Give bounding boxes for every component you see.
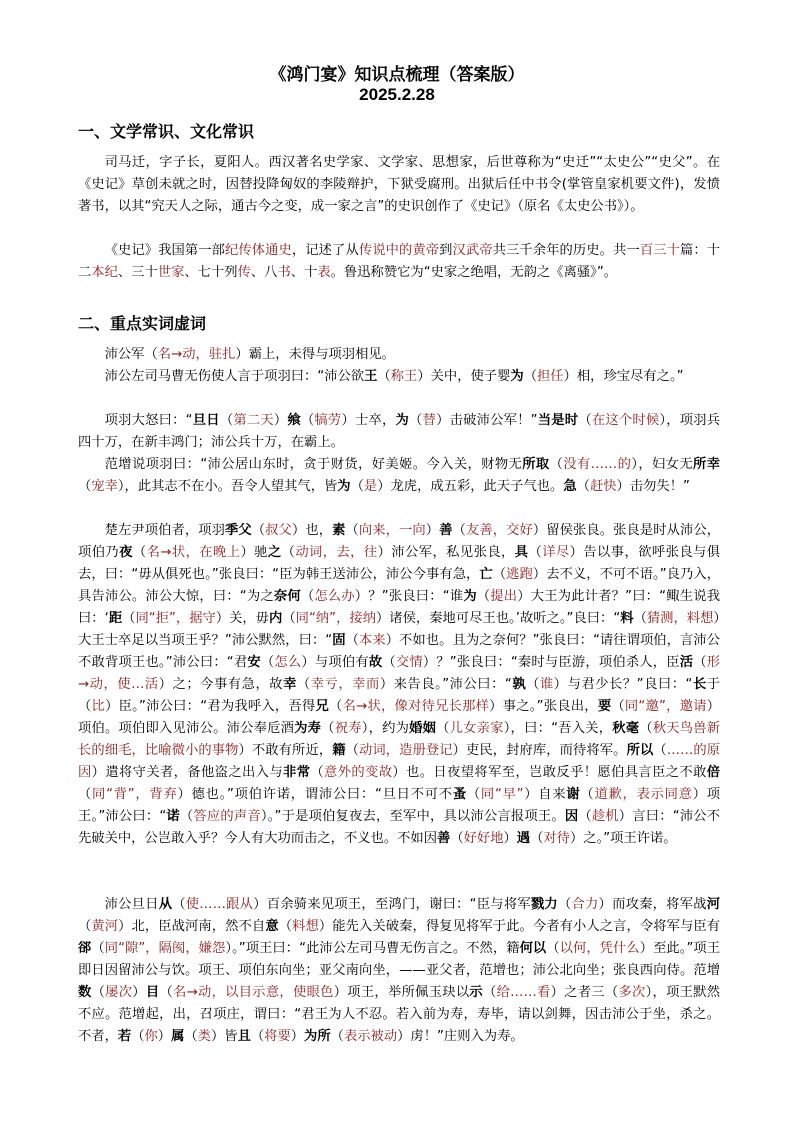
body-text: （ (409, 413, 423, 428)
body-text: ）至此。”项王即日因留沛公与饮。项王、项伯东向坐；亚父南向坐，——亚父者，范增也；沛公北向坐；张良西向侍。范增 (78, 941, 721, 978)
annotation-text: 称王 (390, 369, 418, 384)
annotation-text: 对待 (543, 831, 570, 846)
body-text: ）事之。”张良出， (489, 699, 598, 714)
key-term: 河 (706, 897, 721, 912)
body-text: （ (91, 985, 106, 1000)
body-text: ）告以事，欲呼张良与俱去，曰：“毋从俱死也。”张良曰：“臣为韩王送沛公，沛公今事有急， (78, 545, 721, 582)
key-term: 且 (237, 1029, 251, 1044)
paragraph-vocab-6 (78, 894, 720, 1048)
annotation-text: 猜测，料想 (646, 611, 714, 626)
body-text: 范增说项羽曰：“沛公居山东时，贪于财货，好美姬。今入关，财物无 (104, 457, 523, 472)
body-text: 沛公军（ (104, 347, 158, 362)
key-term: 具 (514, 545, 529, 560)
annotation-text: 黄河 (91, 919, 119, 934)
key-term: 诺 (166, 809, 180, 824)
key-term: 为所 (304, 1029, 331, 1044)
body-text: （ (78, 479, 92, 494)
key-term: 为寿 (294, 721, 322, 736)
annotation-text: 类 (197, 1029, 211, 1044)
key-term: 所以 (626, 743, 654, 758)
key-term: 安 (247, 655, 261, 670)
body-text: ）来告良。”沛公曰：“ (379, 677, 512, 692)
body-text: ）言曰：“沛公不先破关中，公岂敢入乎？今人有大功而击之，不义也。不如因 (78, 809, 721, 846)
annotation-text: 名→动，以目示意，使眼色 (173, 985, 334, 1000)
body-text: ） (290, 1029, 305, 1044)
key-term: 之 (267, 545, 282, 560)
key-term: 夜 (119, 545, 133, 560)
annotation-text: 宠幸 (91, 479, 118, 494)
body-text: ） (273, 413, 288, 428)
body-text: （ (549, 457, 564, 472)
body-text: （ (282, 611, 296, 626)
body-text: ）与君少长？”良曰：“ (553, 677, 693, 692)
body-text: （ (492, 567, 507, 582)
annotation-text: 逃跑 (506, 567, 533, 582)
body-text: ）不敢有所近， (238, 743, 333, 758)
key-term: 戮力 (530, 897, 558, 912)
body-text: （ (310, 765, 325, 780)
annotation-text: 怎么 (274, 655, 302, 670)
key-term: 为 (510, 369, 524, 384)
annotation-text: 友善，交好 (465, 523, 533, 538)
body-text: （ (436, 721, 450, 736)
body-text: ）驰 (240, 545, 268, 560)
body-text: ）？”张良曰：“谁 (354, 589, 464, 604)
body-text: （ (546, 941, 560, 956)
body-text: （ (260, 655, 275, 670)
body-text: （ (377, 369, 391, 384)
key-term: 内 (269, 611, 283, 626)
body-text: ）？”张良曰：“秦时与臣游，项伯杀人，臣 (422, 655, 680, 670)
body-text: （ (526, 677, 540, 692)
body-text: （ (330, 1029, 344, 1044)
body-text: ，记述了从 (291, 243, 359, 258)
body-text: ）诸侯，秦地可尽王也。’故听之。”良曰：“ (376, 611, 621, 626)
key-term: 蚤 (452, 787, 467, 802)
annotation-text: 名→动，驻扎 (157, 347, 236, 362)
body-text: 、三十 (117, 265, 158, 280)
body-text: ）北，臣战河南，然不自 (118, 919, 266, 934)
body-text: ）皆 (210, 1029, 238, 1044)
paragraph-vocab-1 (78, 344, 720, 366)
body-text: 《史记》我国第一部 (104, 243, 226, 258)
annotation-text: 动词，去，往 (295, 545, 378, 560)
body-text: ）也， (291, 523, 333, 538)
body-text: ） (503, 831, 517, 846)
annotation-text: 书 (277, 265, 291, 280)
body-text: ）。”于是项伯复夜去，至军中，具以沛公言报项王。 (260, 809, 565, 824)
annotation-text: 好好地 (463, 831, 504, 846)
body-text: （ (91, 941, 105, 956)
body-text: ）大王士卒足以当项王乎？”沛公默然，曰：“ (78, 611, 721, 648)
annotation-text: 名→状，像对待兄长那样 (342, 699, 490, 714)
key-term: 奈何 (273, 589, 301, 604)
body-text: （ (466, 787, 481, 802)
body-text: ）不如也。且为之奈何？”张良曰：“请往谓项伯，言沛公不敢背项王也。”沛公曰：“君 (78, 633, 721, 670)
paragraph-sima-qian (78, 152, 720, 218)
body-text: ），项王默然不应。范增起，出，召项庄，谓曰：“君王为人不忍。若入前为寿，寿毕，请以剑舞，因击沛公于坐，杀之。不者， (78, 985, 721, 1044)
body-text: ）吏民，封府库，而待将军。 (452, 743, 627, 758)
annotation-text: 百三十 (639, 243, 680, 258)
annotation-text: 趁机 (591, 809, 619, 824)
key-term: 示 (469, 985, 483, 1000)
body-text: 沛公旦日 (104, 897, 159, 912)
key-term: 为 (463, 589, 477, 604)
annotation-text: 第二天 (233, 413, 274, 428)
paragraph-vocab-4 (78, 454, 720, 498)
annotation-text: 祝寿 (334, 721, 362, 736)
annotation-text: 谁 (539, 677, 554, 692)
paragraph-vocab-5 (78, 520, 720, 850)
annotation-text: 给……看 (496, 985, 551, 1000)
document-title: 《鸿门宴》知识点梳理（答案版） (269, 65, 525, 85)
annotation-text: 在这个时候 (591, 413, 660, 428)
body-text: ）臣。”沛公曰：“君为我呼入，吾得 (105, 699, 316, 714)
key-term: 孰 (511, 677, 527, 692)
annotation-text: 同“邀”，邀请 (624, 699, 707, 714)
annotation-text: 幸亏，幸而 (310, 677, 380, 692)
body-text: ）而攻秦，将军战 (598, 897, 707, 912)
body-text: （ (251, 523, 266, 538)
body-text: （ (611, 699, 625, 714)
body-text: ），约为 (361, 721, 410, 736)
body-text: （ (345, 523, 359, 538)
body-text: （ (578, 809, 592, 824)
annotation-text: 答应的声音 (193, 809, 261, 824)
body-text: （ (159, 985, 174, 1000)
key-term: 倍 (706, 765, 721, 780)
body-text: ） (132, 985, 146, 1000)
annotation-text: 没有……的 (563, 457, 632, 472)
body-text: ）能先入关破秦，得复见将军于此。今者有小人之言，令将军与臣有 (318, 919, 721, 934)
annotation-text: 以何，凭什么 (559, 941, 640, 956)
key-term: 飨 (287, 413, 301, 428)
body-text: （ (179, 809, 194, 824)
body-text: ）自来 (523, 787, 567, 802)
body-text: 、十 (290, 265, 318, 280)
key-term: 为 (337, 479, 351, 494)
annotation-text: 合力 (571, 897, 599, 912)
body-text: （ (132, 545, 147, 560)
key-term: 善 (439, 523, 453, 538)
body-text: ）遣将守关者，备他盗之出入与 (91, 765, 284, 780)
key-term: 谢 (566, 787, 581, 802)
key-term: 遇 (516, 831, 531, 846)
body-text: ）之者三（ (550, 985, 619, 1000)
annotation-text: 提出 (490, 589, 518, 604)
body-text: ）击破沛公军！” (436, 413, 538, 428)
body-text: （ (382, 655, 396, 670)
key-term: 善 (437, 831, 451, 846)
body-text: ）之；今事有急，故 (158, 677, 284, 692)
annotation-text: 多次 (618, 985, 646, 1000)
annotation-text: 本纪 (91, 265, 118, 280)
annotation-text: 详尽 (542, 545, 570, 560)
key-term: 所幸 (693, 457, 721, 472)
annotation-text: 世家 (157, 265, 185, 280)
body-text: ）沛公军，私见张良， (377, 545, 515, 560)
key-term: 籍 (332, 743, 346, 758)
body-text: ）与项伯有 (301, 655, 369, 670)
key-term: 急 (563, 479, 577, 494)
section-heading-vocabulary: 二、重点实词虚词 (78, 314, 207, 333)
body-text: （ (329, 699, 343, 714)
key-term: 若 (117, 1029, 132, 1044)
key-term: 距 (108, 611, 123, 626)
annotation-text: 交情 (395, 655, 423, 670)
key-term: 故 (368, 655, 383, 670)
annotation-text: 汉武帝 (452, 243, 493, 258)
body-text: （ (483, 985, 497, 1000)
body-text: 共三千余年的历史。共一 (492, 243, 640, 258)
annotation-text: 同“早” (480, 787, 524, 802)
annotation-text: 同“拒”，据守 (135, 611, 216, 626)
paragraph-vocab-2 (78, 366, 720, 388)
annotation-text: 担任 (536, 369, 564, 384)
key-term: 郤 (78, 941, 92, 956)
annotation-text: 道歉，表示同意 (594, 787, 693, 802)
key-term: 所取 (522, 457, 550, 472)
body-text: 、七十列 (184, 265, 238, 280)
annotation-text: 是 (363, 479, 378, 494)
body-text: ）相，珍宝尽有之。” (563, 369, 684, 384)
body-text: （ (300, 589, 315, 604)
body-text: （ (300, 413, 315, 428)
body-text: 到 (439, 243, 453, 258)
key-term: 季父 (225, 523, 252, 538)
body-text: ）也。日夜望将军至，岂敢反乎！愿伯具言臣之不敢 (392, 765, 707, 780)
annotation-text: 比 (91, 699, 106, 714)
section-heading-literature: 一、文学常识、文化常识 (78, 122, 255, 141)
key-term: 秋毫 (612, 721, 640, 736)
key-term: 婚姻 (409, 721, 437, 736)
document-date: 2025.2.28 (359, 85, 435, 104)
body-text: ）龙虎，成五彩，此天子气也。 (377, 479, 564, 494)
key-term: 旦日 (192, 413, 220, 428)
annotation-text: 怎么办 (314, 589, 355, 604)
body-text: 项羽大怒曰：“ (104, 413, 193, 428)
key-term: 亡 (479, 567, 493, 582)
body-text: ）去不义，不可不语。”良乃入，具告沛公。沛公大惊，曰：“为之 (78, 567, 721, 604)
body-text: （ (530, 831, 544, 846)
body-text: 楚左尹项伯者，项羽 (104, 523, 226, 538)
body-text: （ (184, 1029, 198, 1044)
body-text: ）百余骑来见项王，至鸿门，谢曰：“臣与将军 (253, 897, 531, 912)
body-text: ）击勿失！” (616, 479, 690, 494)
key-term: 非常 (283, 765, 311, 780)
annotation-text: 表示被动 (343, 1029, 398, 1044)
key-term: 活 (679, 655, 694, 670)
annotation-text: ……的原因 (78, 743, 721, 780)
body-text: 沛公左司马曹无伤使人言于项羽曰：“沛公欲 (104, 369, 365, 384)
body-text: ）关中，使子婴 (417, 369, 511, 384)
body-text: （ (578, 413, 592, 428)
body-text: 司马迁，字子长，夏阳人。西汉著名史学家、文学家、思想家，后世尊称为“史迁”“太史公”“史父”。在《史记》草创未就之时，因替投降匈奴的李陵辩护，下狱受腐刑。出狱后任中书令(掌管皇家机要文件)，发愤著书，以其“究天人之际，通古今之变，成一家之言”的史识创作了《史记》（原名《太史公书》）。 (78, 155, 720, 214)
key-term: 固 (332, 633, 346, 648)
body-text: （ (633, 611, 647, 626)
body-text: （ (281, 545, 296, 560)
key-term: 兄 (315, 699, 330, 714)
body-text: （ (639, 721, 653, 736)
annotation-text: 料想 (292, 919, 319, 934)
body-text: ）留侯张良。张良是时从沛公，项伯乃 (78, 523, 721, 560)
body-text: （ (452, 523, 466, 538)
body-text: （ (78, 919, 92, 934)
key-term: 数 (78, 985, 92, 1000)
key-term: 要 (597, 699, 612, 714)
paragraph-vocab-3 (78, 410, 720, 454)
annotation-text: 名→状，在晚上 (146, 545, 241, 560)
key-term: 素 (332, 523, 346, 538)
body-text: 、八 (250, 265, 278, 280)
body-text: （ (219, 413, 234, 428)
body-text: ），此其志不在小。吾令人望其气，皆 (117, 479, 338, 494)
key-term: 王 (364, 369, 378, 384)
body-text: （ (345, 743, 359, 758)
annotation-text: 叔父 (265, 523, 292, 538)
body-text: ），曰：“吾入关， (503, 721, 613, 736)
body-text: ）。”项王曰：“此沛公左司马曹无伤言之。不然，籍 (225, 941, 520, 956)
paragraph-shiji (78, 240, 720, 284)
annotation-text: 赶快 (589, 479, 617, 494)
body-text: ）霸上，未得与项羽相见。 (235, 347, 395, 362)
body-text: （ (576, 479, 590, 494)
body-text: （ (172, 897, 186, 912)
body-text: （ (250, 1029, 265, 1044)
body-text: （ (580, 787, 595, 802)
body-text: 。鲁迅称赞它为“史家之绝唱，无韵之《离骚》”。 (330, 265, 618, 280)
body-text: （ (653, 743, 667, 758)
body-text: ）项王，举所佩玉玦以 (333, 985, 470, 1000)
key-term: 因 (564, 809, 579, 824)
body-text: （ (278, 919, 293, 934)
annotation-text: 替 (422, 413, 437, 428)
annotation-text: 本来 (358, 633, 386, 648)
annotation-text: 意外的变故 (324, 765, 393, 780)
body-text: 篇：十二 (78, 243, 721, 280)
body-text: （ (345, 633, 359, 648)
key-term: 幸 (283, 677, 297, 692)
key-term: 何以 (519, 941, 547, 956)
annotation-text: 秋天鸟兽新长的细毛，比喻微小的事物 (78, 721, 721, 758)
annotation-text: 儿女亲家 (449, 721, 504, 736)
key-term: 料 (620, 611, 634, 626)
annotation-text: 同“背”，背弃 (92, 787, 178, 802)
body-text: （ (450, 831, 464, 846)
annotation-text: 同“纳”，接纳 (295, 611, 376, 626)
annotation-text: 你 (144, 1029, 158, 1044)
body-text: ）之。”项王许诺。 (569, 831, 677, 846)
annotation-text: 传说中的黄帝 (358, 243, 440, 258)
body-text: ），项羽兵四十万，在新丰鸿门；沛公兵十万，在霸上。 (78, 413, 721, 450)
key-term: 当是时 (537, 413, 579, 428)
annotation-text: 动词，造册登记 (358, 743, 453, 758)
body-text: （ (122, 611, 136, 626)
annotation-text: 传 (237, 265, 251, 280)
annotation-text: 屡次 (105, 985, 133, 1000)
body-text: （ (476, 589, 491, 604)
key-term: 为 (395, 413, 410, 428)
body-text: ） (157, 1029, 172, 1044)
body-text: ）大王为此计者？”曰：“鲰生说我曰：‘ (78, 589, 720, 626)
body-text: （ (528, 545, 543, 560)
body-text: （ (78, 787, 93, 802)
key-term: 从 (158, 897, 173, 912)
body-text: ）德也。”项伯许诺，谓沛公曰：“旦日不可不 (177, 787, 453, 802)
annotation-text: 同“隙”，隔阂，嫌怨 (104, 941, 226, 956)
annotation-text: 表 (317, 265, 331, 280)
body-text: ）士卒， (341, 413, 396, 428)
annotation-text: 将要 (264, 1029, 291, 1044)
body-text: （ (557, 897, 572, 912)
annotation-text: 使……跟从 (185, 897, 254, 912)
body-text: ）项伯。项伯即入见沛公。沛公奉卮酒 (78, 699, 721, 736)
body-text: ） (425, 523, 440, 538)
key-term: 意 (265, 919, 279, 934)
body-text: （ (350, 479, 364, 494)
annotation-text: 纪传体通史 (225, 243, 292, 258)
key-term: 属 (171, 1029, 185, 1044)
body-text: （ (693, 655, 707, 670)
body-text: 于（ (78, 677, 721, 714)
body-text: ）项王。”沛公曰：“ (78, 787, 721, 824)
annotation-text: 犒劳 (314, 413, 342, 428)
body-text: （ (523, 369, 537, 384)
body-text: ）关，毋 (215, 611, 270, 626)
body-text: （ (131, 1029, 145, 1044)
body-text: ）虏！”庄则入为寿。 (397, 1029, 524, 1044)
body-text: （ (296, 677, 311, 692)
body-text: （ (321, 721, 335, 736)
key-term: 目 (145, 985, 160, 1000)
annotation-text: 形→动，使…活 (78, 655, 721, 692)
annotation-text: 向来，一向 (358, 523, 426, 538)
body-text: ），妇女无 (631, 457, 694, 472)
key-term: 长 (692, 677, 707, 692)
